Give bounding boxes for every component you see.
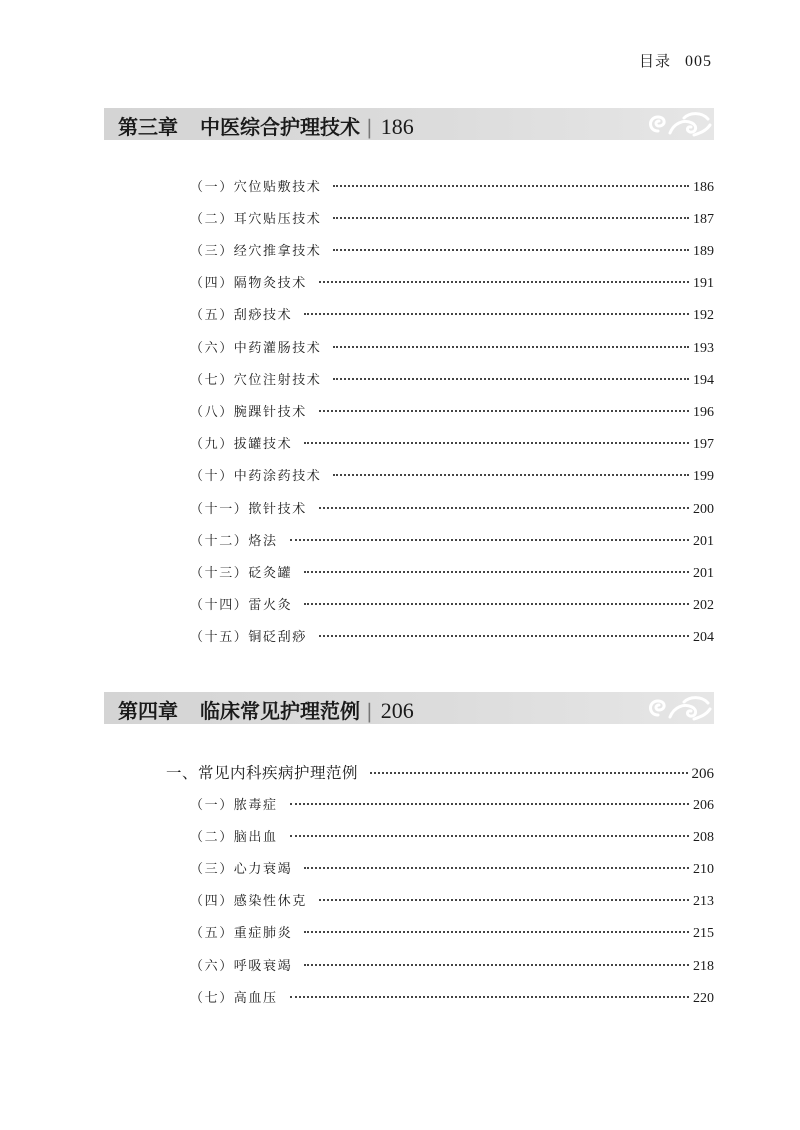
toc-entry[interactable] (190, 564, 714, 584)
toc-entry-page: 215 (693, 926, 714, 941)
toc-entry[interactable] (190, 860, 714, 880)
toc-entry-title: （七）穴位注射技术 (190, 373, 322, 388)
toc-entry-title: （四）隔物灸技术 (190, 276, 307, 291)
toc-entry-title: （八）腕踝针技术 (190, 405, 307, 420)
toc-entry[interactable] (190, 371, 714, 391)
running-head-title: 目录 (638, 52, 671, 70)
dot-leader (290, 995, 689, 998)
toc-entry[interactable] (190, 306, 714, 326)
toc-entry[interactable] (190, 828, 714, 848)
toc-entry-page: 201 (693, 566, 714, 581)
toc-entry[interactable] (190, 957, 714, 977)
chapter-page: 186 (380, 114, 414, 139)
dot-leader (290, 834, 689, 837)
toc-entry[interactable] (190, 467, 714, 487)
dot-leader (290, 802, 689, 805)
dot-leader (304, 441, 689, 444)
toc-entry[interactable] (190, 242, 714, 262)
dot-leader (319, 506, 689, 509)
chapter-heading: 第三章 中医综合护理技术 | 186 (118, 114, 414, 139)
toc-entry[interactable] (190, 339, 714, 359)
toc-entry-title: （五）刮痧技术 (190, 308, 293, 323)
dot-leader (333, 345, 689, 348)
toc-entry[interactable] (190, 274, 714, 294)
chapter-page: 206 (380, 698, 414, 723)
dot-leader (304, 312, 689, 315)
toc-entry-title: （七）高血压 (190, 991, 278, 1006)
cloud-swirl-ornament-icon (644, 693, 712, 723)
toc-entry-page: 208 (693, 830, 714, 845)
toc-entry-title: （十一）揿针技术 (190, 502, 307, 517)
dot-leader (319, 280, 689, 283)
toc-entry[interactable] (190, 796, 714, 816)
toc-entry-page: 191 (693, 276, 714, 291)
chapter-title: 临床常见护理范例 (200, 699, 360, 723)
dot-leader (319, 409, 689, 412)
chapter-label: 第四章 (118, 699, 178, 723)
toc-entry-title: （十）中药涂药技术 (190, 469, 322, 484)
running-head-page: 005 (685, 53, 712, 70)
toc-entry[interactable] (190, 500, 714, 520)
dot-leader (333, 216, 689, 219)
toc-entry-page: 202 (693, 598, 714, 613)
toc-entry-title: （十四）雷火灸 (190, 598, 293, 613)
toc-entry-title: （六）呼吸衰竭 (190, 959, 293, 974)
toc-entry[interactable] (190, 924, 714, 944)
toc-entry-page: 186 (693, 180, 714, 195)
toc-entry-title: （一）穴位贴敷技术 (190, 180, 322, 195)
toc-entry-title: （十三）砭灸罐 (190, 566, 293, 581)
running-head (639, 50, 712, 71)
toc-entry-title: （五）重症肺炎 (190, 926, 293, 941)
cloud-swirl-ornament-icon (644, 109, 712, 139)
toc-entry[interactable] (190, 628, 714, 648)
dot-leader (319, 898, 689, 901)
toc-entry-page: 213 (693, 894, 714, 909)
toc-entry-title: （六）中药灌肠技术 (190, 341, 322, 356)
toc-entry-page: 193 (693, 341, 714, 356)
dot-leader (333, 184, 689, 187)
toc-entry[interactable] (190, 178, 714, 198)
toc-entry[interactable] (190, 532, 714, 552)
dot-leader (333, 248, 689, 251)
toc-section-page: 206 (691, 766, 714, 782)
toc-entry-page: 196 (693, 405, 714, 420)
dot-leader (370, 771, 687, 774)
dot-leader (290, 538, 689, 541)
toc-entry-title: （二）脑出血 (190, 830, 278, 845)
toc-entry[interactable] (190, 435, 714, 455)
chapter-header (104, 108, 714, 140)
toc-entry-page: 210 (693, 862, 714, 877)
dot-leader (319, 634, 689, 637)
dot-leader (304, 866, 689, 869)
toc-entry-title: （十二）烙法 (190, 534, 278, 549)
toc-entry-title: （十五）铜砭刮痧 (190, 630, 307, 645)
dot-leader (304, 602, 689, 605)
toc-entry-title: （四）感染性休克 (190, 894, 307, 909)
chapter-label: 第三章 (118, 115, 178, 139)
toc-entry-page: 201 (693, 534, 714, 549)
toc-entry-title: （三）心力衰竭 (190, 862, 293, 877)
toc-entry[interactable] (190, 989, 714, 1009)
toc-section-title: 一、常见内科疾病护理范例 (166, 764, 359, 782)
toc-section-entry[interactable] (166, 763, 714, 783)
toc-entry[interactable] (190, 596, 714, 616)
chapter-header (104, 692, 714, 724)
toc-entry-title: （三）经穴推拿技术 (190, 244, 322, 259)
toc-entry-page: 200 (693, 502, 714, 517)
dot-leader (304, 930, 689, 933)
dot-leader (333, 473, 689, 476)
chapter-title: 中医综合护理技术 (200, 115, 360, 139)
toc-entry-page: 199 (693, 469, 714, 484)
toc-entry-page: 206 (693, 798, 714, 813)
chapter-heading: 第四章 临床常见护理范例 | 206 (118, 698, 414, 723)
toc-entry[interactable] (190, 210, 714, 230)
toc-entry-page: 197 (693, 437, 714, 452)
dot-leader (304, 570, 689, 573)
toc-entry[interactable] (190, 403, 714, 423)
toc-entry-page: 204 (693, 630, 714, 645)
dot-leader (333, 377, 689, 380)
toc-entry-title: （九）拔罐技术 (190, 437, 293, 452)
toc-entry-page: 194 (693, 373, 714, 388)
toc-entry[interactable] (190, 892, 714, 912)
toc-entry-title: （一）脓毒症 (190, 798, 278, 813)
dot-leader (304, 963, 689, 966)
toc-entry-page: 220 (693, 991, 714, 1006)
toc-entry-page: 189 (693, 244, 714, 259)
toc-entry-page: 192 (693, 308, 714, 323)
toc-entry-title: （二）耳穴贴压技术 (190, 212, 322, 227)
toc-entry-page: 187 (693, 212, 714, 227)
toc-entry-page: 218 (693, 959, 714, 974)
